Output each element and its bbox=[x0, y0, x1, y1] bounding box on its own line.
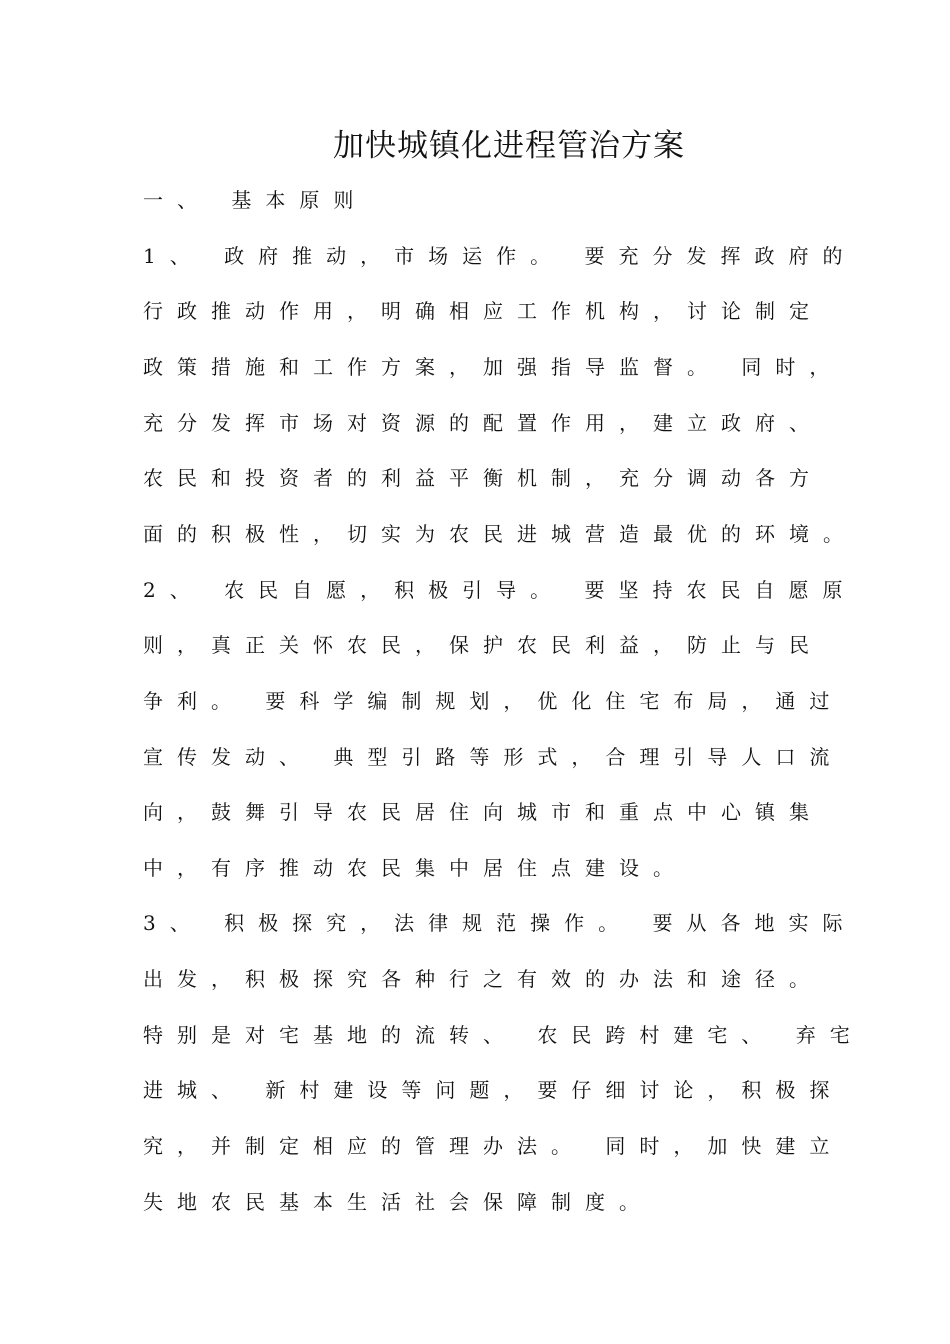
text-line: 究，并制定相应的管理办法。 同时，加快建立 bbox=[143, 1134, 844, 1158]
text-line: 充分发挥市场对资源的配置作用，建立政府、 bbox=[143, 411, 823, 435]
text-line: 中，有序推动农民集中居住点建设。 bbox=[143, 856, 687, 880]
text-line: 宣传发动、 典型引路等形式，合理引导人口流 bbox=[143, 745, 844, 769]
text-line: 争利。 要科学编制规划，优化住宅布局，通过 bbox=[143, 689, 844, 713]
section-heading: 一、 基本原则 bbox=[143, 188, 368, 212]
document-title: 加快城镇化进程管治方案 bbox=[333, 128, 685, 164]
text-line: 进城、 新村建设等问题，要仔细讨论，积极探 bbox=[143, 1078, 844, 1102]
text-line: 农民和投资者的利益平衡机制，充分调动各方 bbox=[143, 466, 823, 490]
text-line: 3、 积极探究，法律规范操作。 要从各地实际 bbox=[143, 911, 857, 935]
text-line: 则，真正关怀农民，保护农民利益，防止与民 bbox=[143, 633, 823, 657]
text-line: 失地农民基本生活社会保障制度。 bbox=[143, 1190, 653, 1214]
text-line: 出发，积极探究各种行之有效的办法和途径。 bbox=[143, 967, 823, 991]
text-line: 1、 政府推动，市场运作。 要充分发挥政府的 bbox=[143, 244, 857, 268]
text-line: 政策措施和工作方案，加强指导监督。 同时， bbox=[143, 355, 844, 379]
text-line: 特别是对宅基地的流转、 农民跨村建宅、 弃宅 bbox=[143, 1023, 864, 1047]
text-line: 向，鼓舞引导农民居住向城市和重点中心镇集 bbox=[143, 800, 823, 824]
text-line: 面的积极性，切实为农民进城营造最优的环境。 bbox=[143, 522, 857, 546]
text-line: 2、 农民自愿，积极引导。 要坚持农民自愿原 bbox=[143, 578, 857, 602]
text-line: 行政推动作用，明确相应工作机构，讨论制定 bbox=[143, 299, 823, 323]
